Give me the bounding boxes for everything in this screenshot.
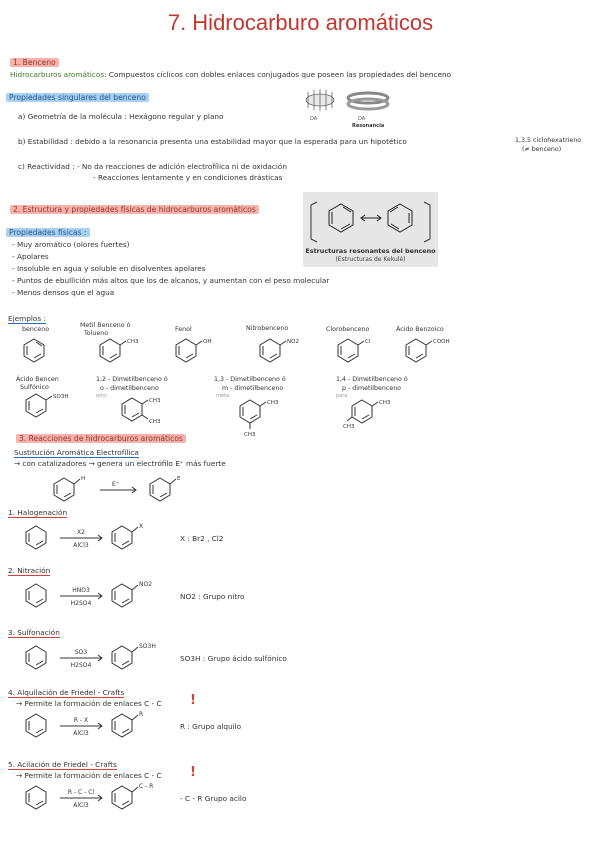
kekule-structures [303,192,438,247]
sulfonic-acid-structure [22,388,82,420]
reagent-bottom: H2SO4 [70,600,92,607]
example-para-sub: p - dimetilbenceno [342,385,402,392]
section-2-heading: 2. Estructura y propiedades físicas de hidrocarburos aromáticos [10,205,259,214]
definition [10,70,451,79]
reaction-heading-text: 1. Halogenación [8,508,68,517]
reaction-note: NO2 : Grupo nitro [180,592,245,601]
section-3-heading: 3. Reacciones de hidrocarburos aromáticos [16,434,186,443]
ortho-group-2: CH3 [149,419,161,425]
example-benzene-name: benceno [22,326,50,333]
example-para-name: 1,4 - Dimetilbenceno ó [336,376,408,383]
definition-term: Hidrocarburos aromáticos [10,70,105,79]
resonance-orbital-figure [296,80,396,132]
warning-flag: ! [190,765,196,780]
product-group: SO3H [139,643,156,650]
reagent-bottom: AlCl3 [73,802,89,809]
product-group: C - R [139,783,154,790]
section-1-heading: 1. Benceno [10,58,59,67]
stability-note-2: (≠ benceno) [522,146,562,153]
reaction-heading [8,508,67,517]
physical-properties-heading: Propiedades físicas : [6,228,90,237]
kekule-caption: Estructuras resonantes del benceno [305,247,436,255]
reaction-heading [8,688,124,697]
definition-text: : Compuestos cíclicos con dobles enlaces conjugados que poseen las propiedades del benceno [104,70,452,79]
warning-flag: ! [190,693,196,708]
reaction-heading-text: 4. Alquilación de Friedel - Crafts [8,688,125,697]
reagent-top: X2 [77,529,85,536]
figure-label-c: Resonancia [352,123,385,129]
reaction-heading [8,628,60,637]
sulfonic-acid-group: SO3H [53,394,69,400]
eas-title: Sustitución Aromática Electrofílica [14,448,139,457]
chlorobenzene-structure [334,334,384,364]
example-toluene-sub: Tolueno [84,330,109,337]
example-benzoic-name: Ácido Benzoico [396,326,444,333]
property-reactivity: c) Reactividad : - No da reacciones de adición electrofílica ni de oxidación [18,162,288,171]
example-phenol-name: Fenol [175,326,192,333]
example-sulfonic-sub: Sulfónico [20,384,49,391]
reaction-heading-text: 5. Acilación de Friedel - Crafts [8,760,117,769]
reagent-top: HNO3 [72,587,90,594]
kekule-caption-2: (Estructuras de Kekulé) [335,256,406,263]
reaction-note: X : Br2 , Cl2 [180,534,224,543]
example-meta-name: 1,3 - Dimetilbenceno ó [214,376,286,383]
properties-heading: Propiedades singulares del benceno [6,93,149,102]
physical-property-1: - Muy aromático (olores fuertes) [12,240,130,249]
benzoic-acid-group: COOH [433,339,450,345]
ortho-group-1: CH3 [149,398,161,404]
physical-property-2: - Apolares [12,252,49,261]
meta-group-2: CH3 [244,432,256,438]
ortho-xylene-structure [118,392,168,426]
example-ortho-name: 1,2 - Dimetilbenceno ó [96,376,168,383]
example-toluene-name: Metil Benceno ó [80,322,131,329]
para-xylene-structure [342,394,402,434]
phenol-group: OH [203,339,212,345]
example-ortho-sub: o - dimetilbenceno [100,385,159,392]
kekule-figure [303,192,438,267]
meta-tag: meta [216,393,229,399]
eas-e-label: E [177,476,181,482]
nitrobenzene-group: NO2 [287,339,299,345]
para-group-2: CH3 [343,424,355,430]
toluene-structure [96,334,146,364]
physical-property-4: - Puntos de ebullición más altos que los de alcanos, y aumentan con el peso molecular [12,276,330,285]
ortho-tag: orto [96,393,107,399]
page-title: 7. Hidrocarburo aromáticos [167,10,434,35]
reagent-bottom: AlCl3 [73,730,89,737]
reaction-note: R : Grupo alquilo [180,722,242,731]
physical-property-3: - Insoluble en agua y soluble en disolventes apolares [12,264,206,273]
example-chlorobenzene-name: Clorobenceno [326,326,370,333]
phenol-structure [172,334,222,364]
eas-description: → con catalizadores → genera un electrófilo E⁺ más fuerte [14,459,226,468]
para-tag: para [336,393,348,399]
property-stability: b) Estabilidad : debido a la resonancia presenta una estabilidad mayor que la esperada para un hipotético [18,137,407,146]
reaction-heading-text: 2. Nitración [8,566,51,575]
example-sulfonic-name: Ácido Bencen [16,376,59,383]
eas-h-label: H [81,476,86,482]
reaction-note: - C - R Grupo acilo [180,794,247,803]
reagent-top: SO3 [74,649,88,656]
physical-property-5: - Menos densos que el agua [12,288,115,297]
example-nitrobenzene-name: Nitrobenceno [246,325,289,332]
product-group: X [139,523,144,530]
reagent-bottom: AlCl3 [73,542,89,549]
figure-label-b: DA [358,116,366,122]
stability-note-1: 1,3,5 ciclohexatrieno [515,137,582,144]
reaction-heading-text: 3. Sulfonación [8,628,60,637]
reaction-heading [8,760,117,769]
chlorobenzene-group: Cl [365,339,371,345]
reaction-note: SO3H : Grupo ácido sulfónico [180,654,287,663]
reagent-top: R - C - Cl [67,789,95,796]
examples-heading: Ejemplos : [8,314,46,323]
eas-reagent: E⁺ [112,481,119,488]
property-geometry: a) Geometría de la molécula : Hexágono regular y plano [18,112,224,121]
reaction-description: → Permite la formación de enlaces C - C [16,699,162,708]
product-group: R [139,711,144,718]
nitrobenzene-structure [256,334,306,364]
product-group: NO2 [139,581,153,588]
reagent-top: R - X [73,717,89,724]
example-meta-sub: m - dimetilbenceno [222,385,284,392]
para-group-1: CH3 [379,400,391,406]
benzoic-acid-structure [402,334,462,364]
property-reactivity-2: - Reacciones lentamente y en condiciones drásticas [93,173,283,182]
meta-xylene-structure [236,394,296,440]
reagent-bottom: H2SO4 [70,662,92,669]
reaction-heading [8,566,50,575]
reaction-description: → Permite la formación de enlaces C - C [16,771,162,780]
meta-group-1: CH3 [267,400,279,406]
toluene-group: CH3 [127,339,139,345]
benzene-structure [20,336,50,364]
eas-general-scheme [50,472,230,508]
figure-label-a: DA [310,116,318,122]
